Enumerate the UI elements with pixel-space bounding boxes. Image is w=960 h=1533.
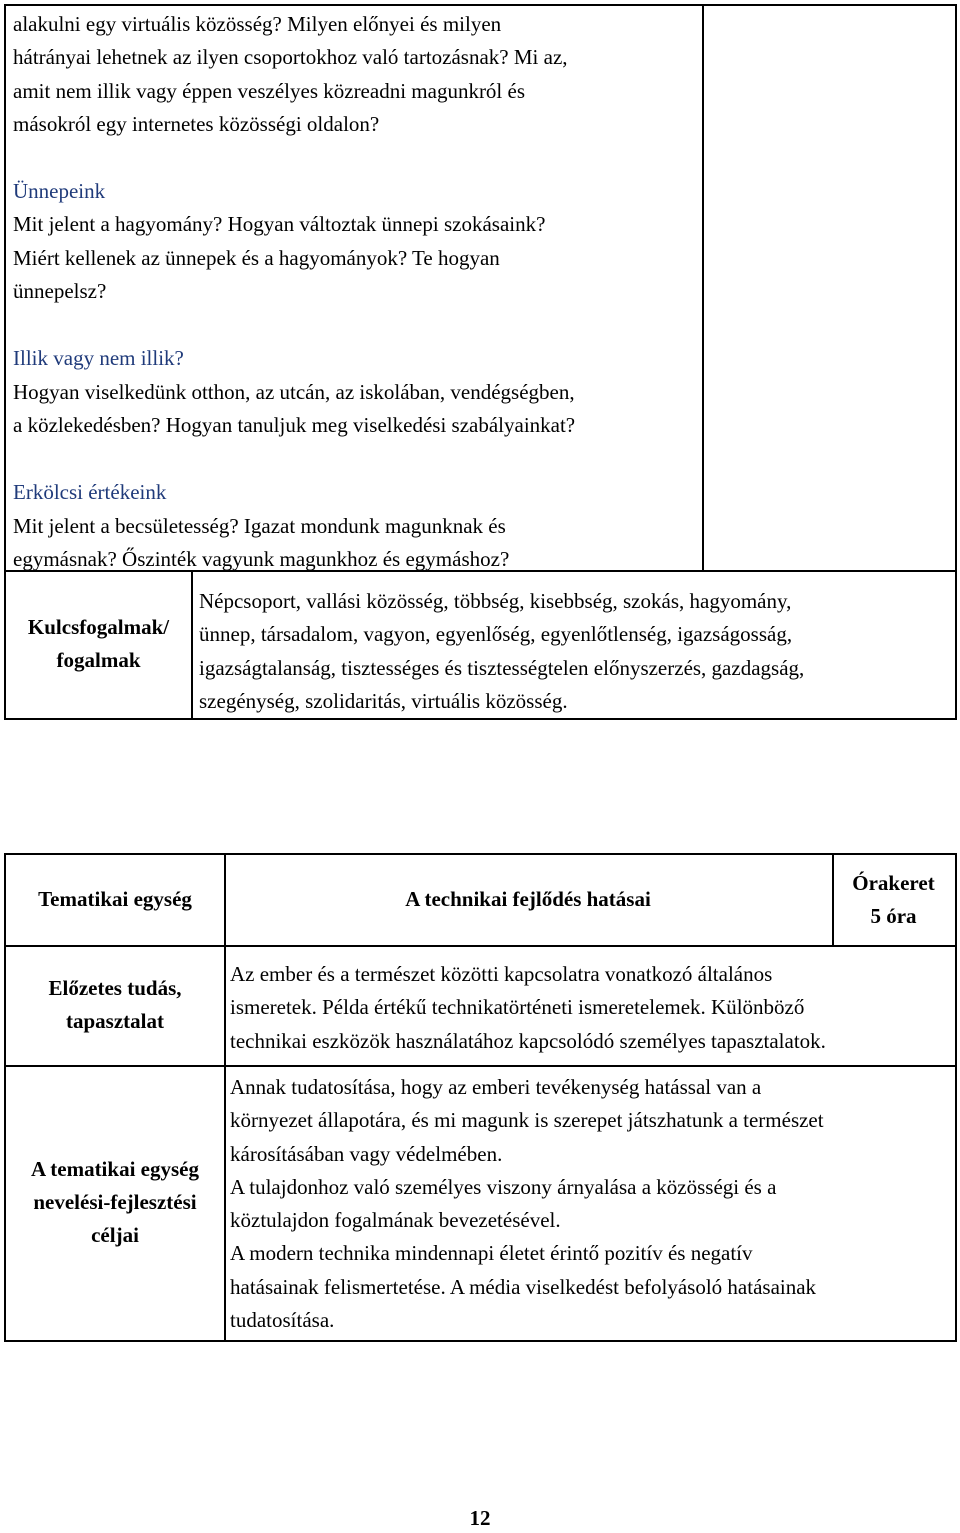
prior-knowledge-label: tapasztalat bbox=[66, 1009, 164, 1033]
keyterms-label: Kulcsfogalmak/ bbox=[27, 614, 170, 639]
text-line: köztulajdon fogalmának bevezetésével. bbox=[230, 1208, 561, 1233]
text-line: környezet állapotára, és mi magunk is szerepet játszhatunk a természet bbox=[230, 1108, 824, 1133]
hours-label: Órakeret bbox=[852, 870, 935, 895]
text-line: egymásnak? Őszinték vagyunk magunkhoz és egymáshoz? bbox=[13, 546, 510, 571]
keyterms-label-cell bbox=[4, 570, 193, 720]
text-line: Annak tudatosítása, hogy az emberi tevékenység hatással van a bbox=[230, 1075, 762, 1099]
text-line: szegénység, szolidaritás, virtuális közösség. bbox=[199, 688, 568, 713]
intro-text bbox=[13, 8, 702, 141]
goals-label: céljai bbox=[91, 1223, 139, 1248]
text-line: károsításában vagy védelmében. bbox=[230, 1141, 503, 1166]
text-line: Mit jelent a hagyomány? Hogyan változtak ünnepi szokásaink? bbox=[13, 212, 546, 237]
prior-knowledge-label: Előzetes tudás, bbox=[48, 975, 182, 1000]
text-line: amit nem illik vagy éppen veszélyes közreadni magunkról és bbox=[13, 78, 526, 103]
keyterms-label: fogalmak bbox=[56, 648, 141, 672]
topic-unnepeink bbox=[13, 175, 702, 308]
hours-cell bbox=[832, 853, 957, 947]
text-line: Miért kellenek az ünnepek és a hagyományok? Te hogyan bbox=[13, 245, 500, 270]
thematic-unit-title-cell bbox=[224, 853, 834, 947]
text-line: hatásainak felismertetése. A média viselkedést befolyásoló hatásainak bbox=[230, 1274, 817, 1299]
text-line: igazságtalanság, tisztességes és tisztességtelen előnyszerzés, gazdagság, bbox=[199, 655, 805, 680]
topic-illik bbox=[13, 342, 702, 442]
text-line: ünnepelsz? bbox=[13, 279, 107, 304]
topics-content-cell bbox=[4, 4, 704, 572]
goals-label: A tematikai egység bbox=[31, 1156, 199, 1181]
topic-title: Erkölcsi értékeink bbox=[13, 480, 167, 505]
text-line: másokról egy internetes közösségi oldalon? bbox=[13, 111, 380, 136]
page-number: 12 bbox=[469, 1506, 491, 1530]
keyterms-content-cell bbox=[191, 570, 957, 720]
thematic-unit-label: Tematikai egység bbox=[38, 887, 192, 912]
thematic-unit-title: A technikai fejlődés hatásai bbox=[405, 887, 651, 912]
text-line: Hogyan viselkedünk otthon, az utcán, az iskolában, vendégségben, bbox=[13, 379, 575, 404]
goals-content-cell bbox=[224, 1065, 957, 1342]
hours-value: 5 óra bbox=[870, 904, 917, 928]
topic-title: Ünnepeink bbox=[13, 179, 106, 204]
topic-title: Illik vagy nem illik? bbox=[13, 346, 184, 371]
thematic-unit-label-cell bbox=[4, 853, 226, 947]
text-line: Népcsoport, vallási közösség, többség, kisebbség, szokás, hagyomány, bbox=[199, 589, 792, 613]
text-line: A modern technika mindennapi életet érintő pozitív és negatív bbox=[230, 1241, 753, 1266]
text-line: hátrányai lehetnek az ilyen csoportokhoz való tartozásnak? Mi az, bbox=[13, 45, 568, 70]
goals-label-cell bbox=[4, 1065, 226, 1342]
goals-label: nevelési-fejlesztési bbox=[33, 1189, 197, 1214]
prior-knowledge-content-cell bbox=[224, 945, 957, 1067]
text-line: technikai eszközök használatához kapcsolódó személyes tapasztalatok. bbox=[230, 1028, 826, 1053]
text-line: ünnep, társadalom, vagyon, egyenlőség, egyenlőtlenség, igazságosság, bbox=[199, 622, 793, 647]
text-line: ismeretek. Példa értékű technikatörténeti ismeretelemek. Különböző bbox=[230, 995, 805, 1020]
topic-erkolcsi bbox=[13, 476, 702, 576]
prior-knowledge-label-cell bbox=[4, 945, 226, 1067]
topics-empty-cell bbox=[702, 4, 957, 572]
text-line: Mit jelent a becsületesség? Igazat mondunk magunknak és bbox=[13, 513, 506, 538]
text-line: alakulni egy virtuális közösség? Milyen előnyei és milyen bbox=[13, 12, 502, 36]
text-line: Az ember és a természet közötti kapcsolatra vonatkozó általános bbox=[230, 962, 773, 986]
text-line: A tulajdonhoz való személyes viszony árnyalása a közösségi és a bbox=[230, 1174, 777, 1199]
text-line: a közlekedésben? Hogyan tanuljuk meg viselkedési szabályainkat? bbox=[13, 412, 576, 437]
text-line: tudatosítása. bbox=[230, 1308, 335, 1333]
